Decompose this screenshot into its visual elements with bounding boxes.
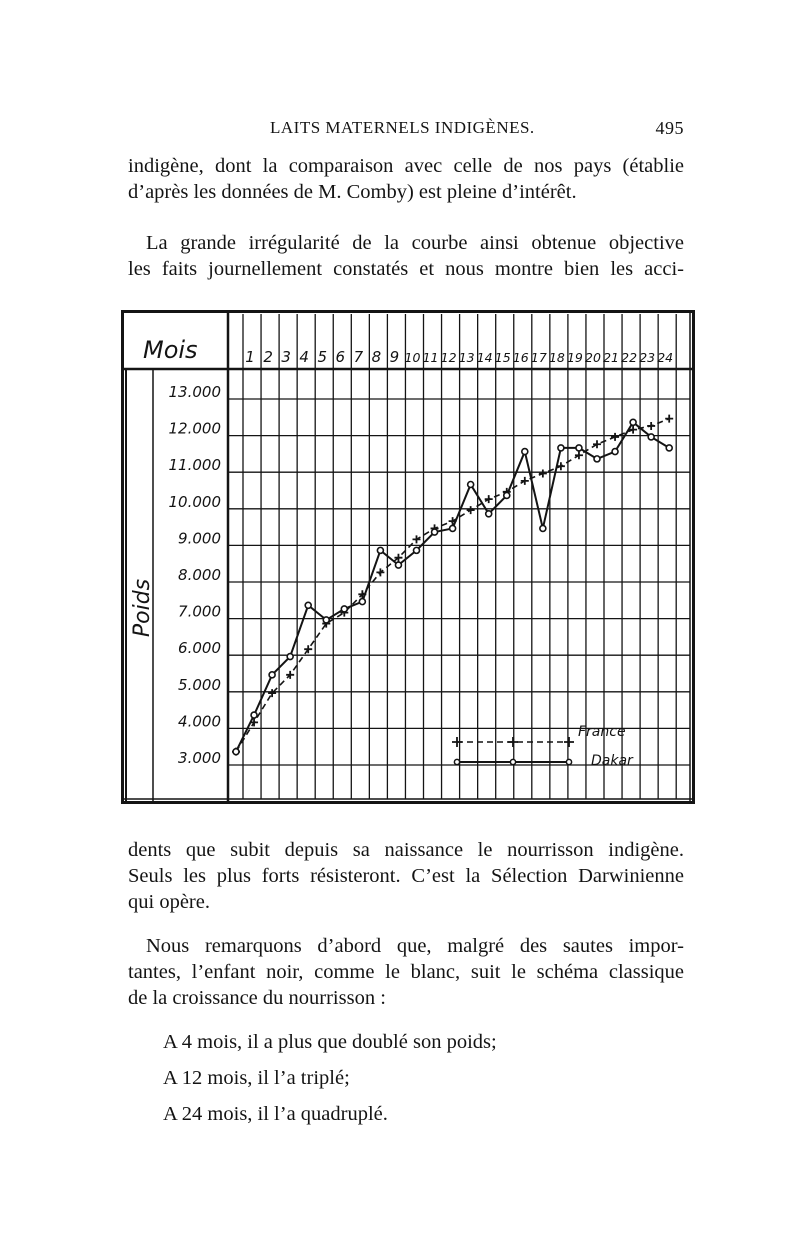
dakar-point [233, 749, 239, 755]
dakar-point [522, 449, 528, 455]
x-tick-label: 22 [621, 350, 638, 365]
dakar-point [630, 419, 636, 425]
france-point [665, 415, 673, 423]
paragraph-4 [128, 933, 684, 1011]
y-tick-label: 13.000 [168, 383, 221, 401]
dakar-point [377, 547, 383, 553]
x-tick-labels [245, 348, 673, 366]
x-tick-label: 23 [639, 350, 656, 365]
dakar-point [504, 492, 510, 498]
x-tick-label: 9 [389, 348, 400, 366]
chart-series [232, 415, 673, 756]
dakar-point [666, 445, 672, 451]
x-tick-label: 6 [335, 348, 346, 366]
y-tick-label: 12.000 [168, 419, 221, 438]
france-point [611, 433, 619, 441]
running-head [128, 118, 684, 142]
x-tick-label: 16 [512, 350, 529, 365]
dakar-point [594, 456, 600, 462]
paragraph-line: Seuls les plus forts résisteront. C’est la Sélection Darwinienne [128, 865, 684, 887]
y-tick-label: 5.000 [178, 675, 221, 694]
france-point [593, 440, 601, 448]
x-tick-label: 18 [548, 350, 565, 365]
paragraph-line: les faits journellement constatés et nous montre bien les acci- [128, 258, 684, 280]
y-tick-label: 3.000 [178, 749, 221, 767]
list-item: A 12 mois, il l’a triplé; [163, 1067, 350, 1089]
page-number: 495 [655, 118, 684, 138]
france-point [467, 506, 475, 514]
x-tick-label: 15 [494, 350, 511, 365]
x-tick-label: 8 [371, 348, 382, 366]
x-tick-label: 13 [458, 350, 475, 365]
dakar-point [269, 672, 275, 678]
paragraph-3 [128, 837, 684, 915]
x-tick-label: 14 [476, 350, 493, 365]
x-tick-label: 5 [317, 348, 328, 366]
dakar-point [432, 529, 438, 535]
paragraph-line: indigène, dont la comparaison avec celle de nos pays (établie [128, 155, 684, 177]
france-point [413, 535, 421, 543]
france-point [485, 495, 493, 503]
france-point [521, 477, 529, 485]
paragraph-2 [128, 230, 684, 282]
growth-chart-figure [121, 310, 695, 804]
x-tick-label: 4 [299, 348, 309, 366]
legend-dakar-marker [454, 759, 459, 764]
x-tick-label: 19 [566, 350, 583, 365]
legend-france-label: France [578, 724, 626, 740]
legend-france-marker [564, 737, 574, 747]
france-point [575, 451, 583, 459]
x-tick-label: 7 [353, 348, 364, 366]
y-tick-label: 10.000 [168, 492, 221, 511]
dakar-point [612, 449, 618, 455]
mois-label: Mois [143, 336, 198, 364]
y-tick-label: 6.000 [178, 639, 221, 658]
dakar-point [341, 606, 347, 612]
paragraph-1 [128, 153, 684, 205]
list-item: A 4 mois, il a plus que doublé son poids; [163, 1031, 497, 1053]
y-tick-label: 9.000 [178, 529, 221, 548]
y-tick-label: 11.000 [168, 456, 221, 475]
legend-france-marker [452, 737, 462, 747]
x-tick-label: 2 [263, 348, 273, 366]
dakar-point [540, 525, 546, 531]
x-tick-label: 12 [440, 350, 457, 365]
paragraph-line: dents que subit depuis sa naissance le nourrisson indigène. [128, 839, 684, 861]
dakar-point [414, 547, 420, 553]
x-tick-label: 21 [603, 350, 620, 365]
france-point [647, 422, 655, 430]
x-tick-label: 3 [281, 348, 291, 366]
dakar-point [576, 445, 582, 451]
x-tick-label: 24 [657, 350, 674, 365]
legend-dakar-marker [566, 759, 571, 764]
legend-france-marker [508, 737, 518, 747]
dakar-point [450, 525, 456, 531]
dakar-point [287, 654, 293, 660]
chart-legend [452, 724, 634, 769]
dakar-point [395, 562, 401, 568]
running-title: LAITS MATERNELS INDIGÈNES. [270, 118, 535, 137]
milestone-list [163, 1024, 497, 1132]
y-tick-label: 7.000 [178, 602, 221, 621]
x-tick-label: 17 [530, 350, 547, 365]
paragraph-line: tantes, l’enfant noir, comme le blanc, suit le schéma classique [128, 961, 684, 983]
france-point [539, 470, 547, 478]
paragraph-line: de la croissance du nourrisson : [128, 987, 386, 1009]
y-tick-label: 4.000 [178, 712, 221, 731]
legend-dakar-marker [510, 759, 515, 764]
paragraph-line: La grande irrégularité de la courbe ainsi obtenue objective [146, 232, 684, 254]
dakar-point [323, 617, 329, 623]
x-tick-label: 11 [422, 350, 439, 365]
x-tick-label: 1 [245, 348, 255, 366]
list-item: A 24 mois, il l’a quadruplé. [163, 1103, 388, 1125]
dakar-point [558, 445, 564, 451]
paragraph-line: d’après les données de M. Comby) est pleine d’intérêt. [128, 181, 577, 203]
legend-dakar-label: Dakar [591, 753, 633, 769]
dakar-point [486, 511, 492, 517]
dakar-point [251, 712, 257, 718]
y-tick-label: 8.000 [178, 566, 221, 584]
x-tick-label: 20 [585, 350, 601, 365]
poids-label: Poids [130, 578, 155, 638]
growth-chart [121, 310, 695, 804]
dakar-point [305, 602, 311, 608]
x-tick-label: 10 [404, 350, 421, 365]
paragraph-line: qui opère. [128, 891, 210, 913]
dakar-point [468, 482, 474, 488]
y-tick-labels [169, 383, 222, 767]
dakar-point [648, 434, 654, 440]
paragraph-line: Nous remarquons d’abord que, malgré des sautes impor- [146, 935, 684, 957]
france-point [376, 568, 384, 576]
dakar-point [359, 599, 365, 605]
